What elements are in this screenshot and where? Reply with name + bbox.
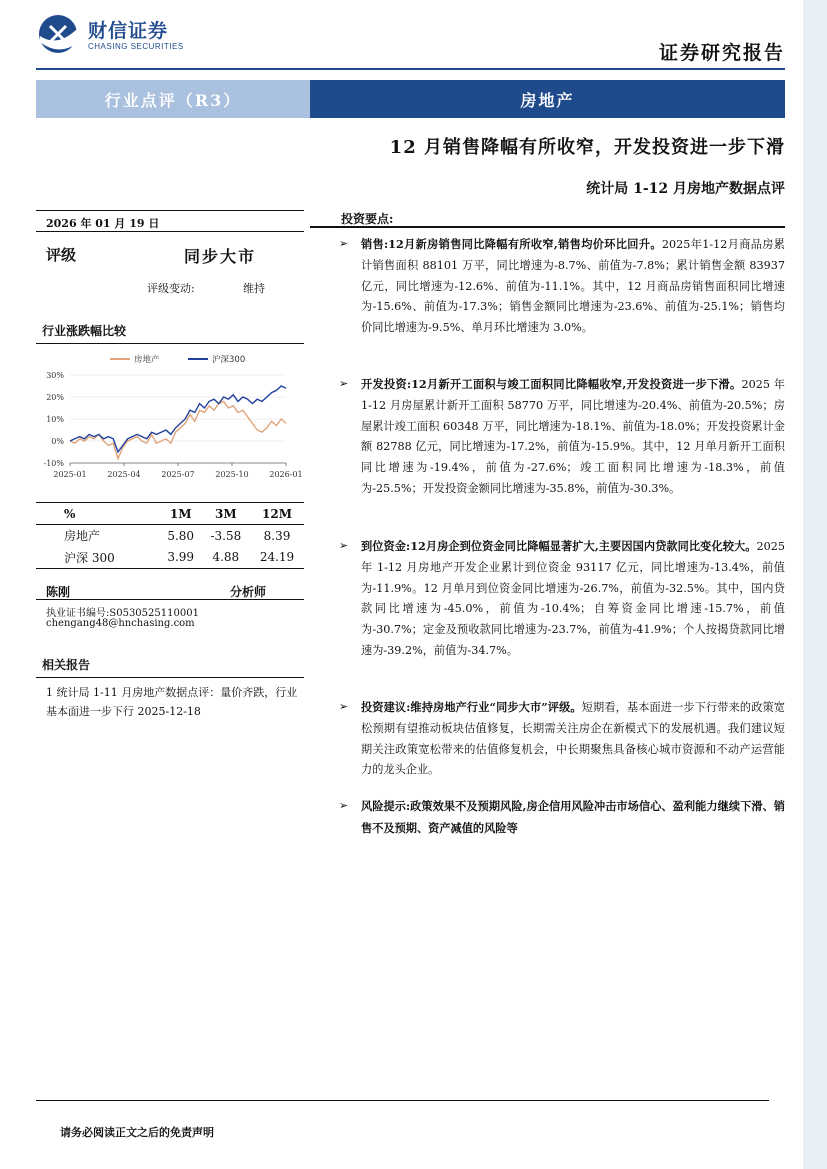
report-category-banner: 行业点评（R3） (36, 80, 310, 118)
analyst-name: 陈刚 (46, 585, 71, 599)
key-point-funding (341, 536, 785, 662)
analyst-certificate: 执业证书编号:S0530525110001 (46, 608, 199, 619)
report-date: 2026 年 01 月 19 日 (36, 210, 304, 232)
table-header-cell: 12M (250, 503, 304, 525)
report-subheadline: 统计局 1-12 月房地产数据点评 (586, 181, 785, 197)
right-edge-stripe (803, 0, 827, 1169)
chart-y-tick-label: 0% (51, 437, 64, 446)
company-logo (36, 14, 216, 58)
key-point-lead: 销售:12月新房销售同比降幅有所收窄,销售均价环比回升。 (361, 237, 662, 251)
report-type-label: 证券研究报告 (658, 42, 785, 64)
key-point-sales (341, 234, 785, 339)
chart-legend-label: 沪深300 (212, 355, 246, 365)
rating-label: 评级 (46, 246, 77, 264)
key-point-investment (341, 374, 785, 500)
chart-x-tick-label: 2025-07 (161, 470, 195, 479)
performance-chart (36, 345, 304, 495)
chart-y-tick-label: -10% (43, 459, 64, 468)
table-header-cell: 3M (202, 503, 250, 525)
table-cell: 沪深 300 (36, 547, 160, 569)
table-header-cell: % (36, 503, 160, 525)
header-divider (36, 68, 785, 70)
key-point-body: 2025 年 1-12 月房屋累计新开工面积 58770 万平，同比增速为-20.4%、前值为-20.5%；房屋累计竣工面积 60348 万平，同比增速为-18.1%、前值为-18.0%；开发投资累计金额 82788 亿元，同比增速为-17.2%，前值为-15.9%。其中，12 月单月新开工面积同比增速为-19.4%，前值为-27.6%；竣工面积同比增速为-18.3%，前值为-25.5%；开发投资金额同比增速为-35.8%，前值为-30.3%。 (361, 378, 785, 495)
key-point-lead: 投资建议:维持房地产行业“同步大市”评级。 (361, 700, 582, 714)
key-point-body: 短期看，基本面进一步下行带来的政策宽松预期有望推动板块估值修复，长期需关注房企在新模式下的发展机遇。我们建议短期关注政策宽松带来的估值修复机会，中长期聚焦具备核心城市资源和不动产运营能力的龙头企业。 (361, 701, 785, 777)
analyst-email[interactable]: chengang48@hnchasing.com (46, 618, 195, 629)
chart-x-tick-label: 2025-10 (215, 470, 249, 479)
rating-value: 同步大市 (184, 247, 257, 266)
key-point-recommendation (341, 697, 785, 781)
performance-table (36, 502, 304, 569)
key-point-lead: 开发投资:12月新开工面积与竣工面积同比降幅收窄,开发投资进一步下滑。 (361, 377, 742, 391)
key-point-risk (341, 796, 785, 840)
logo-text-cn: 财信证券 (88, 20, 169, 42)
bullet-arrow-icon: ➢ (339, 377, 349, 390)
chart-series-line-real-estate (70, 401, 286, 458)
industry-banner: 房地产 (310, 80, 785, 118)
chart-y-tick-label: 20% (46, 393, 64, 402)
footer-divider (36, 1100, 769, 1101)
report-headline: 12 月销售降幅有所收窄，开发投资进一步下滑 (389, 137, 785, 158)
rating-change-value: 维持 (243, 282, 265, 295)
disclaimer-notice[interactable]: 请务必阅读正文之后的免责声明 (60, 1126, 214, 1139)
logo-mark-icon (36, 14, 82, 54)
key-points-divider (310, 226, 785, 228)
bullet-arrow-icon: ➢ (339, 700, 349, 713)
table-cell: 8.39 (263, 528, 291, 543)
key-point-lead: 风险提示:政策效果不及预期风险,房企信用风险冲击市场信心、盈利能力继续下滑、销售不及预期、资产减值的风险等 (361, 799, 785, 835)
performance-chart-svg (36, 345, 304, 495)
chart-y-tick-label: 10% (46, 415, 64, 424)
table-cell: 4.88 (202, 547, 250, 569)
logo-text-en: CHASING SECURITIES (88, 42, 184, 51)
related-report-item[interactable]: 1 统计局 1-11 月房地产数据点评：量价齐跌，行业基本面进一步下行 2025-12-18 (46, 686, 298, 718)
chart-y-tick-label: 30% (46, 371, 64, 380)
chart-x-tick-label: 2025-04 (107, 470, 141, 479)
bullet-arrow-icon: ➢ (339, 237, 349, 250)
table-row (36, 525, 304, 547)
table-cell: 房地产 (64, 529, 101, 544)
performance-section-title: 行业涨跌幅比较 (36, 322, 304, 344)
table-cell: 3.99 (160, 547, 202, 569)
key-point-body: 2025 年 1-12 月房地产开发企业累计到位资金 93117 亿元，同比增速为-13.4%，前值为-11.9%。12 月单月到位资金同比增速为-26.7%，前值为-32.5%。其中，国内贷款同比增速为-45.0%，前值为-10.4%；自筹资金同比增速-15.7%，前值为-30.7%；定金及预收款同比增速为-23.7%，前值为-41.9%；个人按揭贷款同比增速为-39.2%，前值为-34.7%。 (361, 540, 785, 657)
table-row (36, 547, 304, 569)
bullet-arrow-icon: ➢ (339, 799, 349, 812)
table-header-cell: 1M (160, 503, 202, 525)
table-header-row (36, 503, 304, 525)
analyst-title: 分析师 (230, 585, 267, 599)
related-reports-title: 相关报告 (36, 656, 304, 678)
key-points-title: 投资要点: (341, 212, 394, 226)
chart-legend-label: 房地产 (134, 355, 160, 365)
key-point-lead: 到位资金:12月房企到位资金同比降幅显著扩大,主要因国内贷款同比变化较大。 (361, 539, 757, 553)
rating-change-label: 评级变动: (147, 282, 195, 295)
bullet-arrow-icon: ➢ (339, 539, 349, 552)
chart-x-tick-label: 2025-01 (53, 470, 87, 479)
analyst-divider (36, 599, 304, 600)
chart-x-tick-label: 2026-01 (269, 470, 303, 479)
key-point-body: 2025年1-12月商品房累计销售面积 88101 万平，同比增速为-8.7%、前值为-7.8%；累计销售金额 83937 亿元，同比增速为-12.6%、前值为-11.1%。其中，12 月商品房销售面积同比增速为-15.6%、前值为-17.3%；销售金额同比增速为-23.6%、前值为-25.1%；销售均价同比增速为-9.5%、单月环比增速为 3.0%。 (361, 238, 785, 335)
table-cell: 5.80 (167, 528, 195, 543)
table-cell: 24.19 (250, 547, 304, 569)
table-cell: -3.58 (210, 528, 242, 543)
